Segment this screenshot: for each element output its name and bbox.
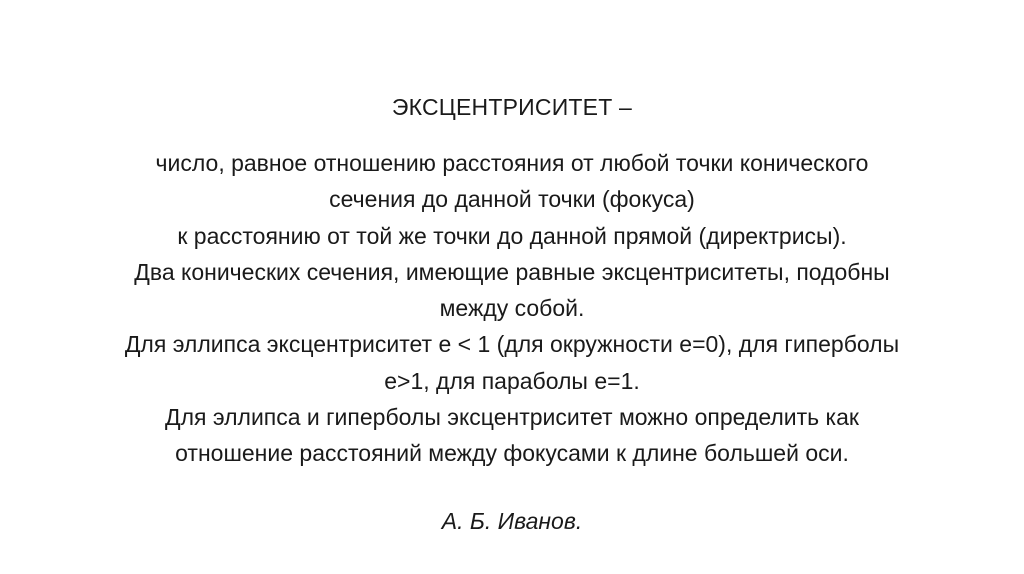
definition-line: Для эллипса и гиперболы эксцентриситет можно определить как (165, 404, 859, 431)
definition-line: е>1, для параболы е=1. (384, 367, 640, 394)
definition-line: Два конических сечения, имеющие равные эксцентриситеты, подобны (134, 258, 890, 285)
definition-line: число, равное отношению расстояния от любой точки конического (155, 150, 869, 176)
slide-title: ЭКСЦЕНТРИСИТЕТ – (391, 94, 633, 120)
definition-line: к расстоянию от той же точки до данной прямой (директрисы). (177, 222, 847, 249)
definition-line: между собой. (439, 295, 585, 322)
author-signature: А. Б. Иванов. (441, 508, 583, 534)
definition-line: Для эллипса эксцентриситет е < 1 (для окружности е=0), для гиперболы (124, 331, 900, 358)
definition-text (40, 145, 984, 472)
definition-line: сечения до данной точки (фокуса) (329, 186, 695, 213)
definition-line: отношение расстояний между фокусами к длине большей оси. (175, 440, 849, 467)
